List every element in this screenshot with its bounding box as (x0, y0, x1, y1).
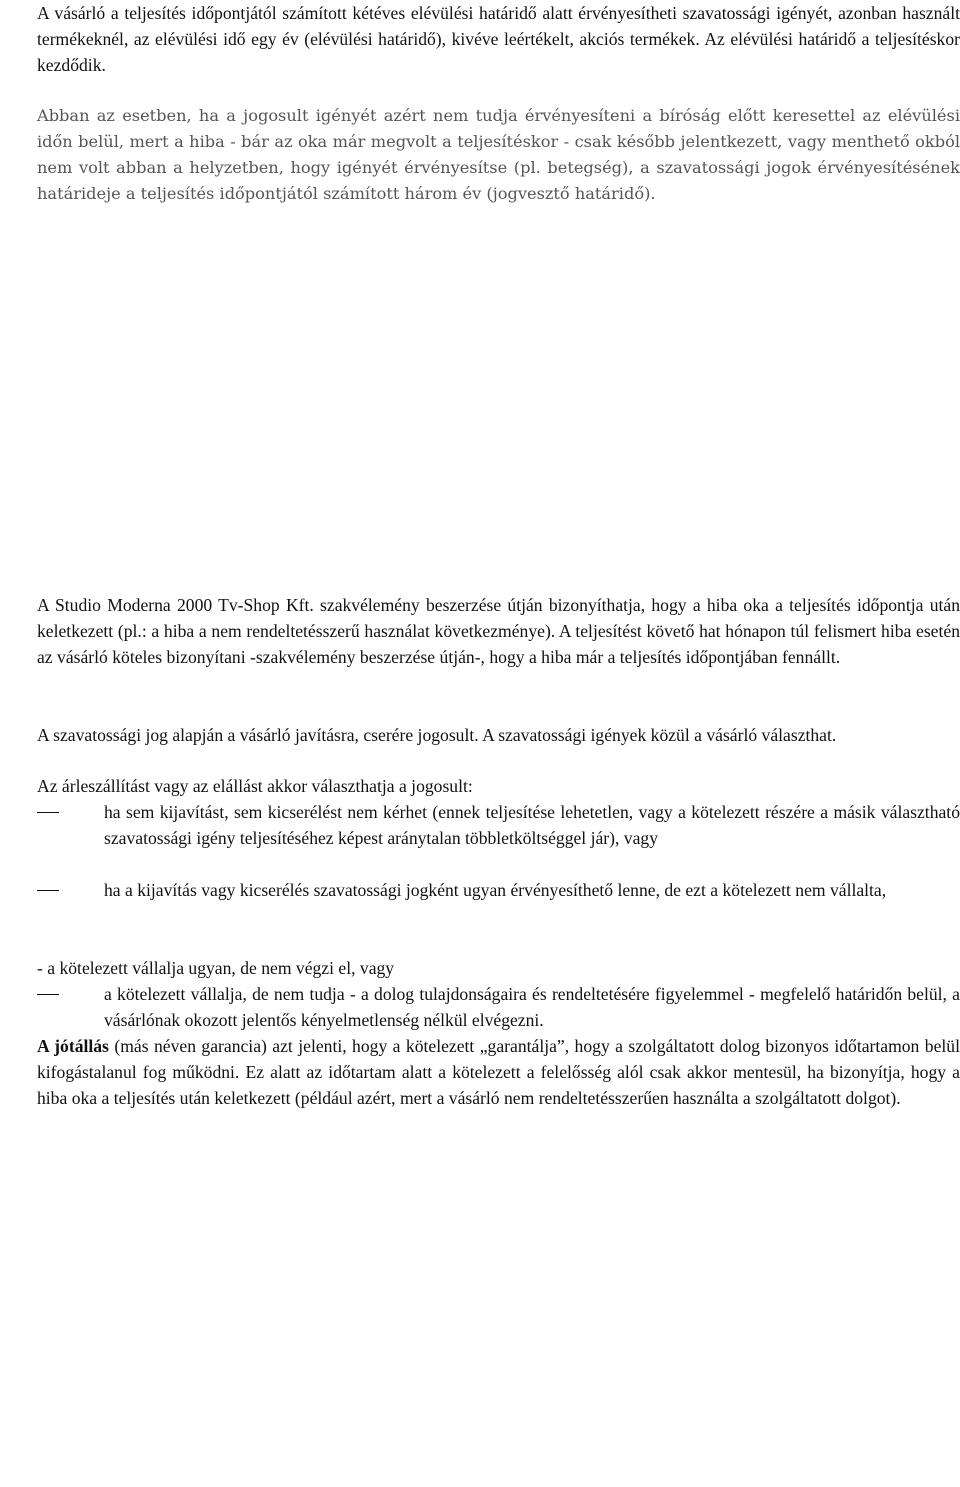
paragraph-guarantee-definition (37, 1033, 960, 1111)
paragraph-limitation-period: A vásárló a teljesítés időpontjától számított kétéves elévülési határidő alatt érvényesítheti szavatossági igényét, azonban használt termékeknél, az elévülési idő egy év (elévülési határidő), kivéve leértékelt, akciós termékek. Az elévülési határidő a teljesítéskor kezdődik. (37, 3, 960, 75)
paragraph-limitation-extension: Abban az esetben, ha a jogosult igényét azért nem tudja érvényesíteni a bíróság előtt keresettel az elévülési időn belül, mert a hiba - bár az oka már megvolt a teljesítéskor - csak később jelentkezett, vagy menthető okból nem volt abban a helyzetben, hogy igényét érvényesítse (pl. betegség), a szavatossági jogok érvényesítésének határideje a teljesítés időpontjától számított három év (jogvesztő határidő). (37, 106, 960, 203)
list-item-text: a kötelezett vállalja, de nem tudja - a dolog tulajdonságaira és rendeltetésére figyelemmel - megfelelő határidőn belül, a vásárlónak okozott jelentős kényelmetlenség nélkül elvégezni. (104, 984, 960, 1030)
guarantee-text: (más néven garancia) azt jelenti, hogy a kötelezett „garantálja”, hogy a szolgáltatott dolog bizonyos időtartamon belül kifogástalanul fog működni. Ez alatt az időtartam alatt a kötelezett a felelősség alól csak akkor mentesül, ha bizonyítja, hogy a hiba oka a teljesítés után keletkezett (például azért, mert a vásárló nem rendeltetésszerűen használta a szolgáltatott dolgot). (37, 1036, 960, 1108)
paragraph-not-performed: - a kötelezett vállalja ugyan, de nem végzi el, vagy (37, 958, 395, 978)
guarantee-term: A jótállás (37, 1036, 109, 1056)
list-item-text: ha a kijavítás vagy kicserélés szavatossági jogként ugyan érvényesíthető lenne, de ezt a kötelezett nem vállalta, (104, 880, 887, 900)
paragraph-price-reduction-intro: Az árleszállítást vagy az elállást akkor választhatja a jogosult: (37, 776, 473, 796)
list-item-text: ha sem kijavítást, sem kicserélést nem kérhet (ennek teljesítése lehetetlen, vagy a kötelezett részére a másik választható szavatossági igény teljesítéséhez képest aránytalan többletköltséggel jár), vagy (104, 802, 960, 848)
dash-bullet-icon (37, 981, 65, 1007)
paragraph-expert-opinion: A Studio Moderna 2000 Tv-Shop Kft. szakvélemény beszerzése útján bizonyíthatja, hogy a hiba oka a teljesítés időpontja után keletkezett (pl.: a hiba a nem rendeltetésszerű használat következménye). A teljesítést követő hat hónapon túl felismert hiba esetén az vásárló köteles bizonyítani -szakvélemény beszerzése útján-, hogy a hiba már a teljesítés időpontjában fennállt. (37, 595, 960, 667)
document-page (37, 0, 960, 1487)
paragraph-warranty-rights: A szavatossági jog alapján a vásárló javításra, cserére jogosult. A szavatossági igények közül a vásárló választhat. (37, 725, 837, 745)
dash-bullet-icon (37, 799, 65, 825)
dash-bullet-icon (37, 877, 65, 903)
